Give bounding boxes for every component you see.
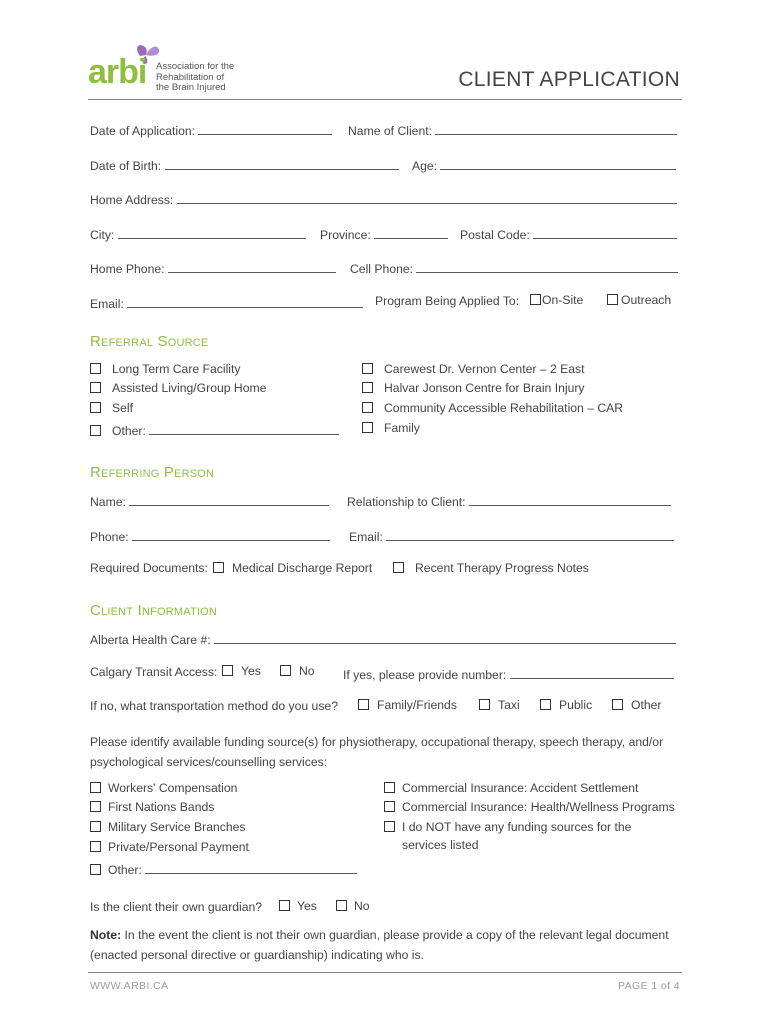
referral-left-4[interactable] bbox=[90, 421, 339, 438]
checkbox-icon bbox=[90, 402, 101, 413]
referrer-phone-field[interactable] bbox=[90, 527, 330, 544]
footer-website[interactable]: WWW.ARBI.CA bbox=[90, 980, 169, 992]
transport-other-label: Other bbox=[631, 698, 662, 712]
checkbox-icon bbox=[612, 699, 623, 710]
guardian-no-label: No bbox=[354, 899, 370, 913]
home-address-field[interactable] bbox=[90, 190, 677, 207]
referrer-email-label: Email: bbox=[349, 530, 383, 544]
referral-left-3[interactable] bbox=[90, 401, 133, 415]
funding-left-3[interactable] bbox=[90, 820, 246, 834]
funding-right-3-continued: services listed bbox=[402, 838, 479, 852]
referral-source-heading: Referral Source bbox=[90, 333, 209, 350]
transit-no-label: No bbox=[299, 664, 315, 678]
checkbox-icon bbox=[90, 425, 101, 436]
note-text: In the event the client is not their own guardian, please provide a copy of the relevant legal document (enacted personal directive or guardianship) indicating who is. bbox=[90, 928, 669, 962]
checkbox-icon bbox=[393, 562, 404, 573]
referrer-email-field[interactable] bbox=[349, 527, 674, 544]
checkbox-icon bbox=[358, 699, 369, 710]
funding-left-4-label: Private/Personal Payment bbox=[108, 840, 249, 854]
referring-person-heading: Referring Person bbox=[90, 464, 215, 481]
checkbox-icon bbox=[90, 382, 101, 393]
date-of-birth-field[interactable] bbox=[90, 156, 399, 173]
onsite-label: On-Site bbox=[542, 293, 584, 307]
referrer-name-label: Name: bbox=[90, 495, 126, 509]
checkbox-icon bbox=[362, 363, 373, 374]
name-of-client-label: Name of Client: bbox=[348, 124, 432, 138]
postal-code-field[interactable] bbox=[460, 225, 677, 242]
transport-other-checkbox[interactable] bbox=[612, 698, 661, 712]
funding-instructions: Please identify available funding source(s) for physiotherapy, occupational therapy, speech therapy, and/or psychological services/counselling services: bbox=[90, 735, 664, 769]
referral-right-4-label: Family bbox=[384, 421, 420, 435]
checkbox-icon bbox=[384, 801, 395, 812]
checkbox-icon bbox=[607, 294, 618, 305]
funding-right-3-label: I do NOT have any funding sources for the bbox=[402, 820, 632, 834]
checkbox-icon bbox=[90, 864, 101, 875]
guardian-yes-checkbox[interactable] bbox=[279, 899, 317, 913]
calgary-transit-label: Calgary Transit Access: bbox=[90, 665, 218, 679]
checkbox-icon bbox=[384, 782, 395, 793]
therapy-notes-label: Recent Therapy Progress Notes bbox=[415, 561, 589, 575]
funding-left-2-label: First Nations Bands bbox=[108, 800, 215, 814]
medical-discharge-label: Medical Discharge Report bbox=[232, 561, 373, 575]
transport-taxi-checkbox[interactable] bbox=[479, 698, 520, 712]
funding-right-1-label: Commercial Insurance: Accident Settlement bbox=[402, 781, 639, 795]
logo bbox=[88, 42, 248, 94]
city-field[interactable] bbox=[90, 225, 306, 242]
referral-right-3-label: Community Accessible Rehabilitation – CAR bbox=[384, 401, 624, 415]
age-label: Age: bbox=[412, 159, 438, 173]
city-label: City: bbox=[90, 228, 115, 242]
transit-no-checkbox[interactable] bbox=[280, 664, 315, 678]
referral-left-1-label: Long Term Care Facility bbox=[112, 362, 241, 376]
funding-right-2-label: Commercial Insurance: Health/Wellness Programs bbox=[402, 800, 675, 814]
transport-public-checkbox[interactable] bbox=[540, 698, 592, 712]
required-documents-label: Required Documents: bbox=[90, 561, 208, 575]
relationship-label: Relationship to Client: bbox=[347, 495, 466, 509]
referral-left-3-label: Self bbox=[112, 401, 134, 415]
province-label: Province: bbox=[320, 228, 371, 242]
funding-right-3[interactable] bbox=[384, 820, 631, 834]
checkbox-icon bbox=[90, 782, 101, 793]
funding-left-5[interactable] bbox=[90, 860, 357, 877]
checkbox-icon bbox=[362, 422, 373, 433]
age-field[interactable] bbox=[412, 156, 676, 173]
home-address-label: Home Address: bbox=[90, 193, 174, 207]
page-number: PAGE 1 of 4 bbox=[618, 980, 680, 992]
funding-left-4[interactable] bbox=[90, 840, 249, 854]
footer-rule bbox=[88, 972, 682, 973]
transit-number-label: If yes, please provide number: bbox=[343, 668, 507, 682]
medical-discharge-checkbox[interactable] bbox=[213, 561, 372, 575]
logo-line-3: the Brain Injured bbox=[156, 82, 226, 93]
postal-code-label: Postal Code: bbox=[460, 228, 530, 242]
referral-right-2[interactable] bbox=[362, 381, 585, 395]
therapy-notes-checkbox[interactable] bbox=[393, 561, 589, 575]
transport-family-checkbox[interactable] bbox=[358, 698, 457, 712]
outreach-label: Outreach bbox=[621, 293, 672, 307]
cell-phone-label: Cell Phone: bbox=[350, 262, 414, 276]
logo-line-1: Association for the bbox=[156, 61, 235, 72]
referral-left-2[interactable] bbox=[90, 381, 266, 395]
guardian-note bbox=[90, 925, 688, 965]
email-label: Email: bbox=[90, 297, 124, 311]
checkbox-icon bbox=[540, 699, 551, 710]
checkbox-icon bbox=[90, 801, 101, 812]
checkbox-icon bbox=[479, 699, 490, 710]
logo-line-2: Rehabilitation of bbox=[156, 71, 225, 83]
onsite-checkbox[interactable] bbox=[530, 293, 583, 307]
alberta-health-care-label: Alberta Health Care #: bbox=[90, 633, 211, 647]
logo-wordmark: arbi bbox=[88, 53, 147, 91]
checkbox-icon bbox=[213, 562, 224, 573]
referral-right-2-label: Halvar Jonson Centre for Brain Injury bbox=[384, 381, 585, 395]
home-phone-field[interactable] bbox=[90, 259, 336, 276]
funding-left-1-label: Workers' Compensation bbox=[108, 781, 238, 795]
guardian-no-checkbox[interactable] bbox=[336, 899, 370, 913]
header-rule bbox=[88, 99, 682, 100]
funding-right-1[interactable] bbox=[384, 781, 638, 795]
funding-left-2[interactable] bbox=[90, 800, 214, 814]
checkbox-icon bbox=[362, 382, 373, 393]
note-label: Note: bbox=[90, 928, 122, 942]
checkbox-icon bbox=[384, 821, 395, 832]
province-field[interactable] bbox=[320, 225, 448, 242]
guardian-yes-label: Yes bbox=[297, 899, 317, 913]
name-of-client-field[interactable] bbox=[348, 121, 677, 138]
referral-right-3[interactable] bbox=[362, 401, 623, 415]
home-phone-label: Home Phone: bbox=[90, 262, 165, 276]
checkbox-icon bbox=[280, 665, 291, 676]
outreach-checkbox[interactable] bbox=[607, 293, 671, 307]
referral-right-1[interactable] bbox=[362, 362, 585, 376]
page-title: CLIENT APPLICATION bbox=[458, 68, 680, 91]
checkbox-icon bbox=[336, 900, 347, 911]
transport-taxi-label: Taxi bbox=[498, 698, 520, 712]
referral-right-1-label: Carewest Dr. Vernon Center – 2 East bbox=[384, 362, 585, 376]
relationship-field[interactable] bbox=[347, 492, 671, 509]
funding-left-5-label: Other: bbox=[108, 863, 142, 877]
referrer-name-field[interactable] bbox=[90, 492, 329, 509]
date-of-application-label: Date of Application: bbox=[90, 124, 196, 138]
funding-right-2[interactable] bbox=[384, 800, 675, 814]
program-applied-label: Program Being Applied To: bbox=[375, 294, 520, 308]
transit-yes-label: Yes bbox=[241, 664, 261, 678]
checkbox-icon bbox=[530, 294, 541, 305]
transport-family-label: Family/Friends bbox=[377, 698, 457, 712]
alberta-health-care-field[interactable] bbox=[90, 630, 676, 647]
email-field[interactable] bbox=[90, 294, 363, 311]
referrer-phone-label: Phone: bbox=[90, 530, 129, 544]
checkbox-icon bbox=[90, 363, 101, 374]
checkbox-icon bbox=[90, 841, 101, 852]
funding-left-3-label: Military Service Branches bbox=[108, 820, 246, 834]
transport-public-label: Public bbox=[559, 698, 593, 712]
referral-left-1[interactable] bbox=[90, 362, 240, 376]
client-information-heading: Client Information bbox=[90, 602, 218, 619]
transport-method-label: If no, what transportation method do you use? bbox=[90, 699, 338, 713]
transit-yes-checkbox[interactable] bbox=[222, 664, 261, 678]
referral-left-2-label: Assisted Living/Group Home bbox=[112, 381, 267, 395]
checkbox-icon bbox=[222, 665, 233, 676]
guardian-label: Is the client their own guardian? bbox=[90, 900, 263, 914]
referral-right-4[interactable] bbox=[362, 421, 420, 435]
checkbox-icon bbox=[90, 821, 101, 832]
funding-left-1[interactable] bbox=[90, 781, 237, 795]
transit-number-field[interactable] bbox=[343, 665, 674, 682]
date-of-application-field[interactable] bbox=[90, 121, 332, 138]
checkbox-icon bbox=[279, 900, 290, 911]
date-of-birth-label: Date of Birth: bbox=[90, 159, 162, 173]
referral-left-4-label: Other: bbox=[112, 424, 146, 438]
checkbox-icon bbox=[362, 402, 373, 413]
cell-phone-field[interactable] bbox=[350, 259, 678, 276]
